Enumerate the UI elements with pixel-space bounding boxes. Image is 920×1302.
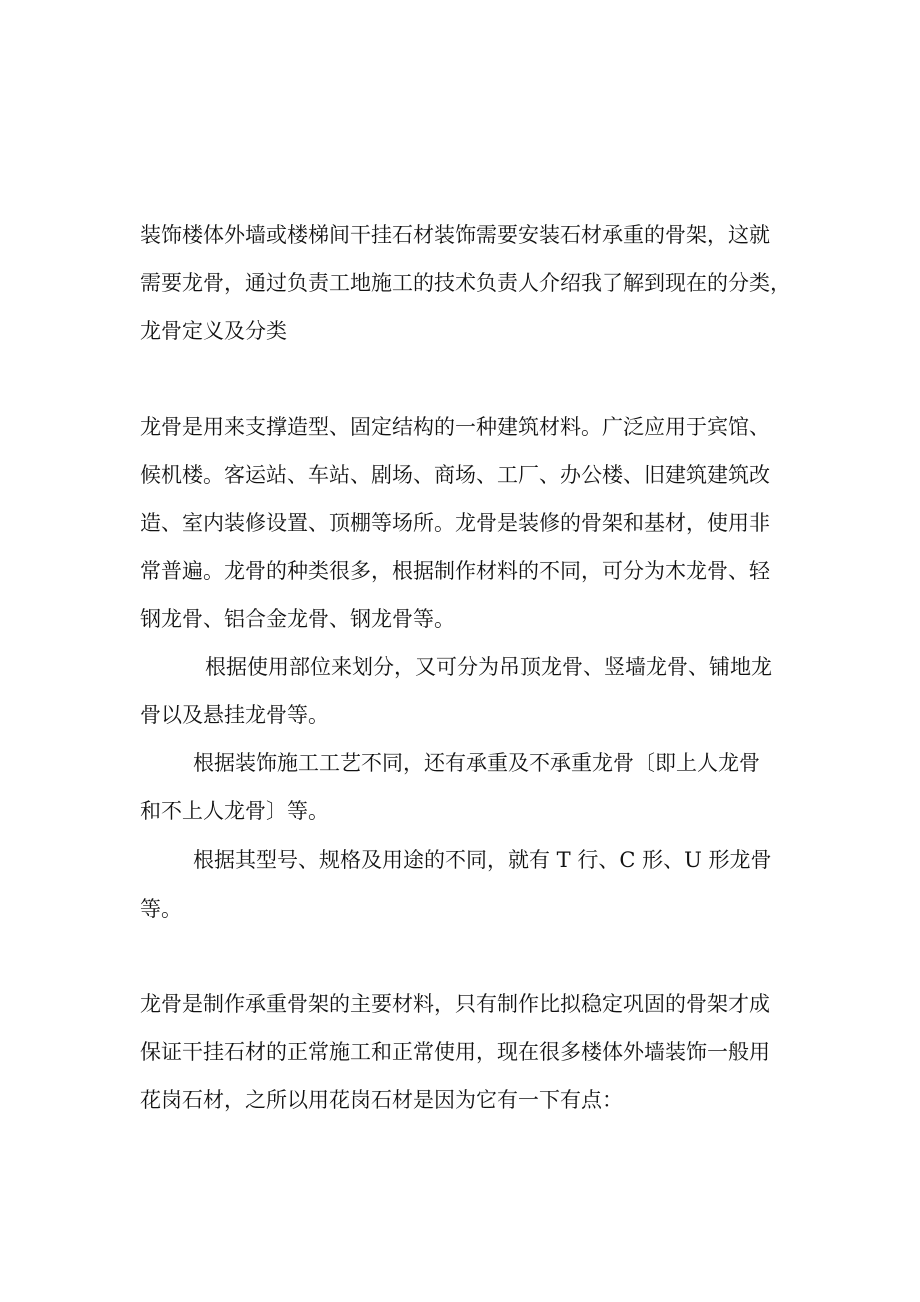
paragraph-4-line-1: 根据装饰施工工艺不同，还有承重及不承重龙骨〔即上人龙骨 [193,751,760,775]
paragraph-6-line-3: 花岗石材，之所以用花岗石材是因为它有一下有点： [140,1088,623,1112]
paragraph-2-line-1: 龙骨是用来支撑造型、固定结构的一种建筑材料。广泛应用于宾馆、 [140,415,770,439]
paragraph-1-line-3: 龙骨定义及分类 [140,319,287,343]
paragraph-1-line-2: 需要龙骨，通过负责工地施工的技术负责人介绍我了解到现在的分类， [140,271,791,295]
paragraph-2-line-4: 常普遍。龙骨的种类很多，根据制作材料的不同，可分为木龙骨、轻 [140,559,770,583]
paragraph-3-line-1: 根据使用部位来划分，又可分为吊顶龙骨、竖墙龙骨、铺地龙 [205,655,772,679]
paragraph-4-line-2: 和不上人龙骨〕等。 [140,799,329,823]
paragraph-2-line-5: 钢龙骨、铝合金龙骨、钢龙骨等。 [140,607,455,631]
paragraph-5-line-1: 根据其型号、规格及用途的不同，就有 T 行、C 形、U 形龙骨 [193,848,772,872]
paragraph-1-line-1: 装饰楼体外墙或楼梯间干挂石材装饰需要安装石材承重的骨架，这就 [140,223,770,247]
paragraph-2-line-3: 造、室内装修设置、顶棚等场所。龙骨是装修的骨架和基材，使用非 [140,511,770,535]
paragraph-6-line-2: 保证干挂石材的正常施工和正常使用，现在很多楼体外墙装饰一般用 [140,1040,770,1064]
paragraph-5-line-2: 等。 [140,897,182,921]
paragraph-3-line-2: 骨以及悬挂龙骨等。 [140,703,329,727]
paragraph-6-line-1: 龙骨是制作承重骨架的主要材料，只有制作比拟稳定巩固的骨架才成 [140,992,770,1016]
paragraph-2-line-2: 候机楼。客运站、车站、剧场、商场、工厂、办公楼、旧建筑建筑改 [140,463,770,487]
